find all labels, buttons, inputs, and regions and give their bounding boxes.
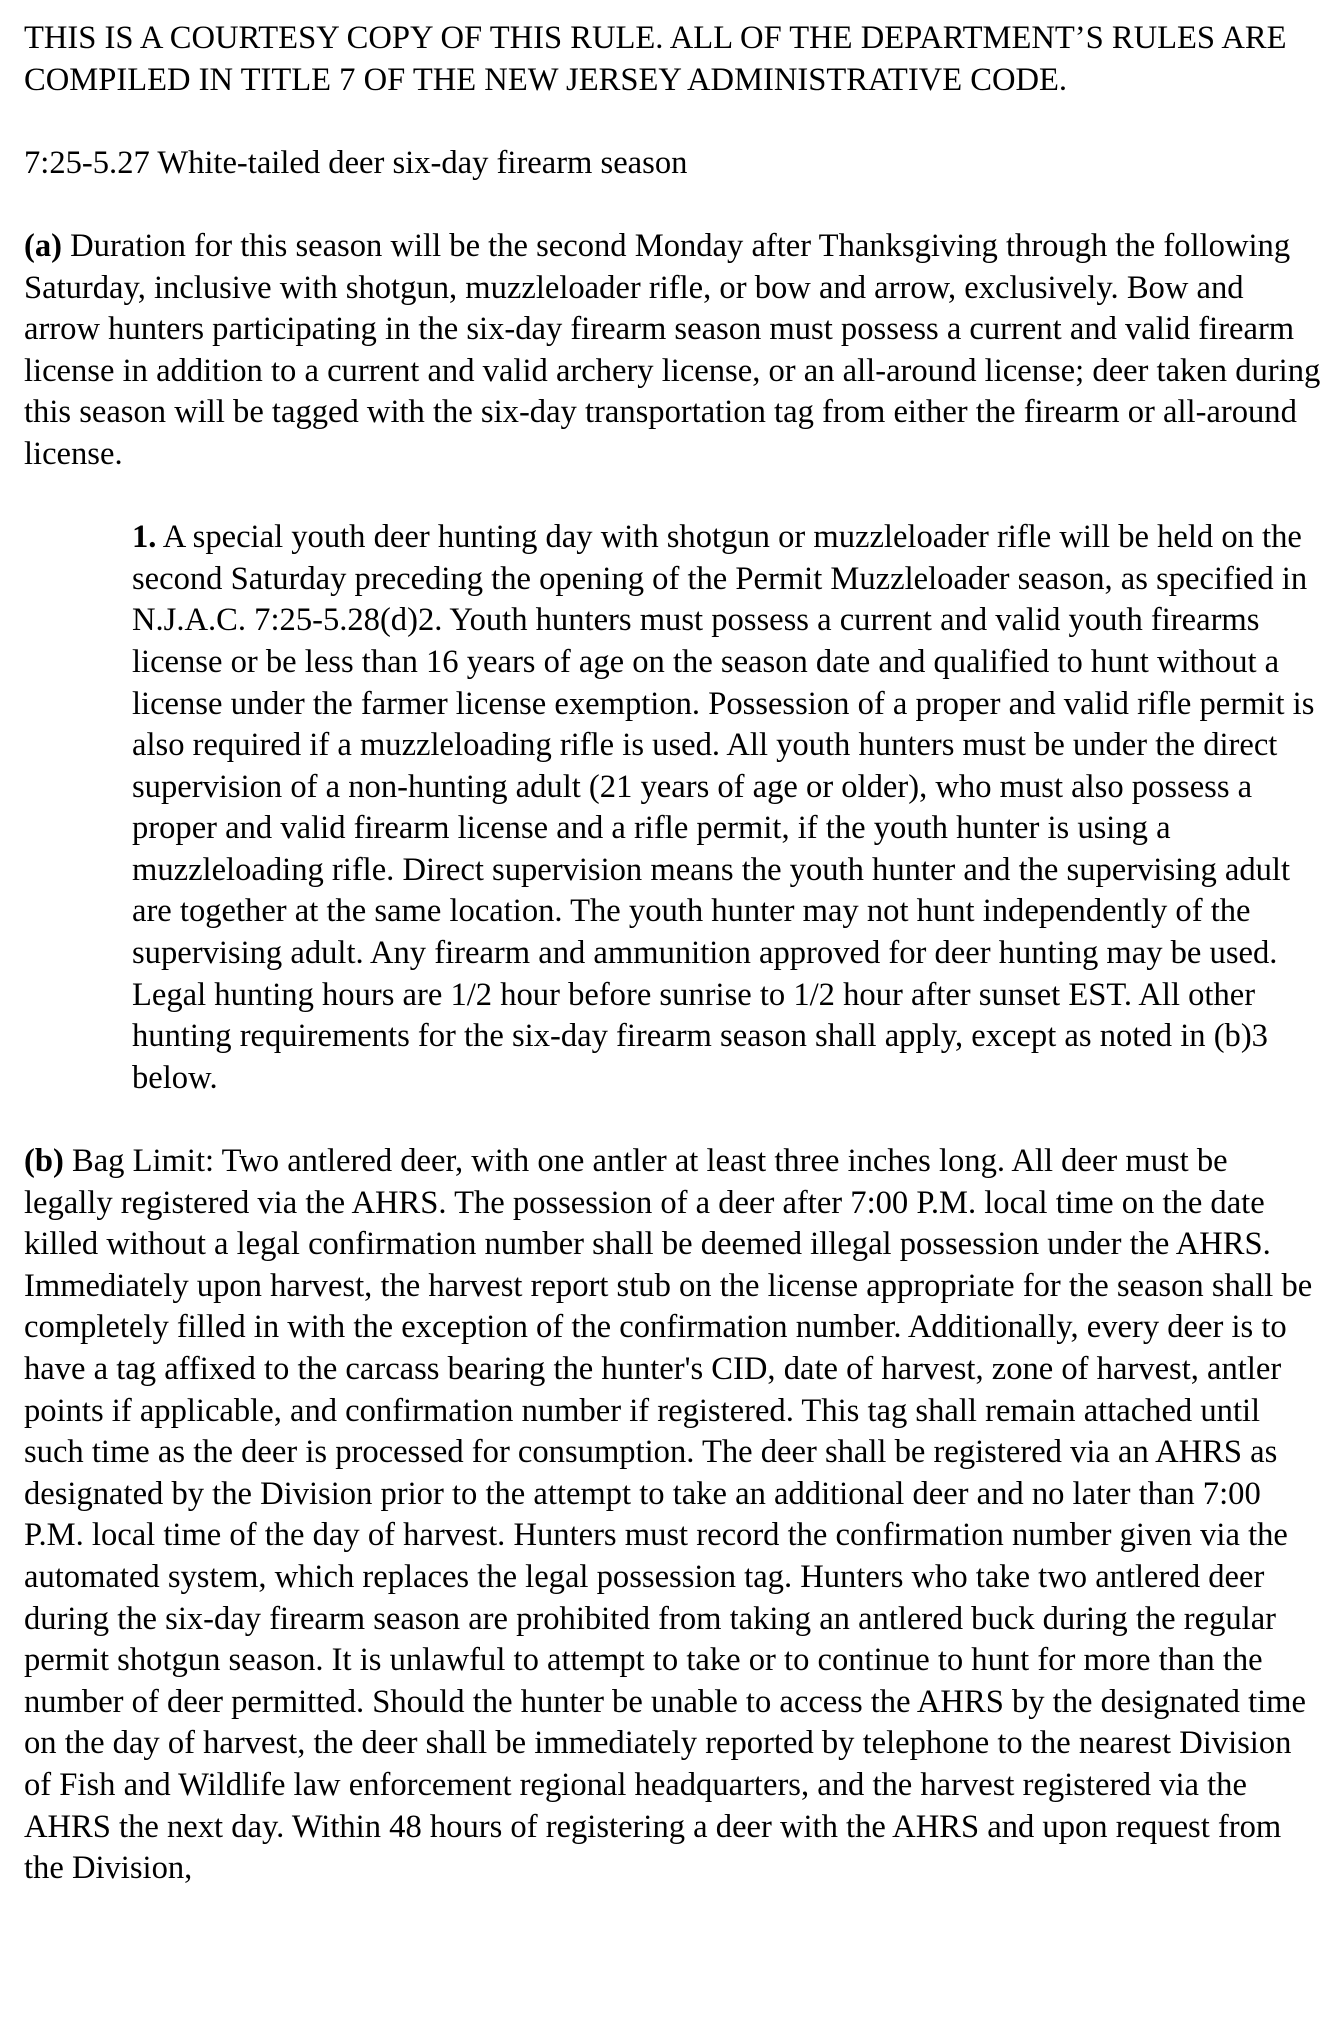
section-a-label: (a): [24, 227, 62, 264]
subsection-1: [132, 517, 1324, 1099]
section-b: [24, 1141, 1324, 1890]
section-a-text: Duration for this season will be the second Monday after Thanksgiving through the following Saturday, inclusive with shotgun, muzzleloader rifle, or bow and arrow, exclusively. Bow and arrow hunters participating in the six-day firearm season must possess a current and valid firearm license in addition to a current and valid archery license, or an all-around license; deer taken during this season will be tagged with the six-day transportation tag from either the firearm or all-around license.: [24, 227, 1321, 472]
rule-title: 7:25-5.27 White-tailed deer six-day firearm season: [24, 144, 688, 181]
section-b-label: (b): [24, 1143, 64, 1180]
section-b-text: Bag Limit: Two antlered deer, with one antler at least three inches long. All deer must be legally registered via the AHRS. The possession of a deer after 7:00 P.M. local time on the date killed without a legal confirmation number shall be deemed illegal possession under the AHRS. Immediately upon harvest, the harvest report stub on the license appropriate for the season shall be completely filled in with the exception of the confirmation number. Additionally, every deer is to have a tag affixed to the carcass bearing the hunter's CID, date of harvest, zone of harvest, antler points if applicable, and confirmation number if registered. This tag shall remain attached until such time as the deer is processed for consumption. The deer shall be registered via an AHRS as designated by the Division prior to the attempt to take an additional deer and no later than 7:00 P.M. local time of the day of harvest. Hunters must record the confirmation number given via the automated system, which replaces the legal possession tag. Hunters who take two antlered deer during the six-day firearm season are prohibited from taking an antlered buck during the regular permit shotgun season. It is unlawful to attempt to take or to continue to hunt for more than the number of deer permitted. Should the hunter be unable to access the AHRS by the designated time on the day of harvest, the deer shall be immediately reported by telephone to the nearest Division of Fish and Wildlife law enforcement regional headquarters, and the harvest registered via the AHRS the next day. Within 48 hours of registering a deer with the AHRS and upon request from the Division,: [24, 1143, 1313, 1887]
courtesy-notice: THIS IS A COURTESY COPY OF THIS RULE. ALL OF THE DEPARTMENT’S RULES ARE COMPILED IN TITLE 7 OF THE NEW JERSEY ADMINISTRATIVE CODE.: [24, 20, 1287, 98]
document-page: [24, 18, 1324, 1890]
subsection-1-text: A special youth deer hunting day with shotgun or muzzleloader rifle will be held on the second Saturday preceding the opening of the Permit Muzzleloader season, as specified in N.J.A.C. 7:25-5.28(d)2. Youth hunters must possess a current and valid youth firearms license or be less than 16 years of age on the season date and qualified to hunt without a license under the farmer license exemption. Possession of a proper and valid rifle permit is also required if a muzzleloading rifle is used. All youth hunters must be under the direct supervision of a non-hunting adult (21 years of age or older), who must also possess a proper and valid firearm license and a rifle permit, if the youth hunter is using a muzzleloading rifle. Direct supervision means the youth hunter and the supervising adult are together at the same location. The youth hunter may not hunt independently of the supervising adult. Any firearm and ammunition approved for deer hunting may be used. Legal hunting hours are 1/2 hour before sunrise to 1/2 hour after sunset EST. All other hunting requirements for the six-day firearm season shall apply, except as noted in (b)3 below.: [132, 519, 1315, 1096]
section-a: [24, 226, 1324, 476]
subsection-1-label: 1.: [132, 519, 157, 556]
